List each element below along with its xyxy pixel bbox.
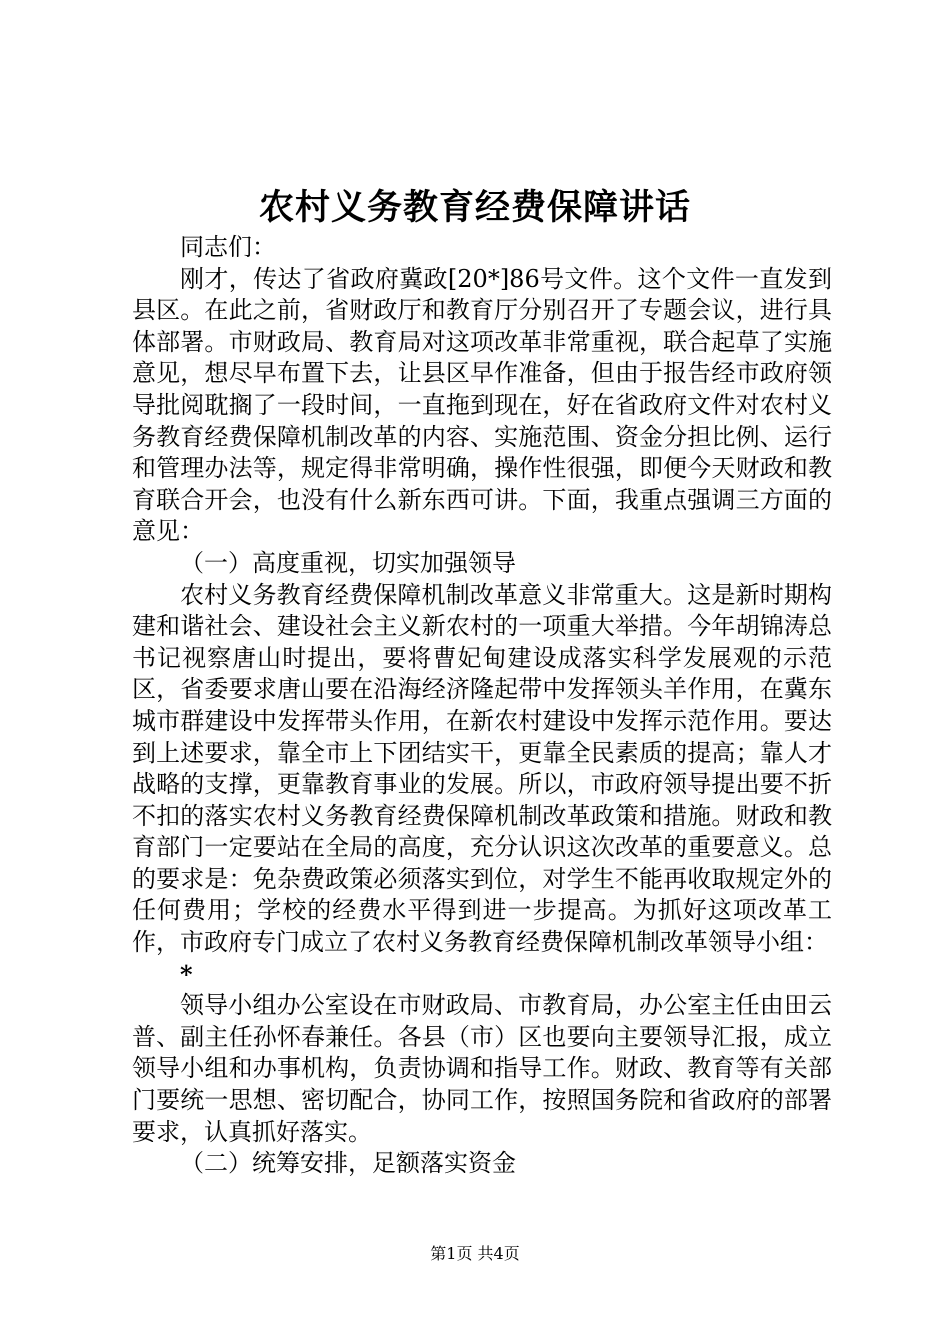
paragraph-office: 领导小组办公室设在市财政局、市教育局，办公室主任由田云普、副主任孙怀春兼任。各县（市）区也要向主要领导汇报，成立领导小组和办事机构，负责协调和指导工作。财政、教育等有关部门要统一思想、密切配合，协同工作，按照国务院和省政府的部署要求，认真抓好落实。 (132, 991, 832, 1146)
page-footer: 第1页 共4页 (430, 1244, 520, 1263)
salutation: 同志们： (180, 233, 276, 261)
section-heading-2: （二）统筹安排，足额落实资金 (180, 1149, 516, 1178)
document-body (132, 232, 832, 1180)
asterisk-line: * (180, 959, 193, 989)
document-title: 农村义务教育经费保障讲话 (258, 187, 691, 228)
paragraph-section-1: 农村义务教育经费保障机制改革意义非常重大。这是新时期构建和谐社会、建设社会主义新农村的一项重大举措。今年胡锦涛总书记视察唐山时提出，要将曹妃甸建设成落实科学发展观的示范区，省委要求唐山要在沿海经济隆起带中发挥领头羊作用，在冀东城市群建设中发挥带头作用，在新农村建设中发挥示范作用。要达到上述要求，靠全市上下团结实干，更靠全民素质的提高；靠人才战略的支撑，更靠教育事业的发展。所以，市政府领导提出要不折不扣的落实农村义务教育经费保障机制改革政策和措施。财政和教育部门一定要站在全局的高度，充分认识这次改革的重要意义。总的要求是：免杂费政策必须落实到位，对学生不能再收取规定外的任何费用；学校的经费水平得到进一步提高。为抓好这项改革工作，市政府专门成立了农村义务教育经费保障机制改革领导小组： (132, 580, 832, 957)
section-heading-1: （一）高度重视，切实加强领导 (180, 548, 516, 577)
paragraph-intro: 刚才，传达了省政府冀政[20*]86号文件。这个文件一直发到县区。在此之前，省财政厅和教育厅分别召开了专题会议，进行具体部署。市财政局、教育局对这项改革非常重视，联合起草了实施意见，想尽早布置下去，让县区早作准备，但由于报告经市政府领导批阅耽搁了一段时间，一直拖到现在，好在省政府文件对农村义务教育经费保障机制改革的内容、实施范围、资金分担比例、运行和管理办法等，规定得非常明确，操作性很强，即便今天财政和教育联合开会，也没有什么新东西可讲。下面，我重点强调三方面的意见： (132, 264, 832, 546)
